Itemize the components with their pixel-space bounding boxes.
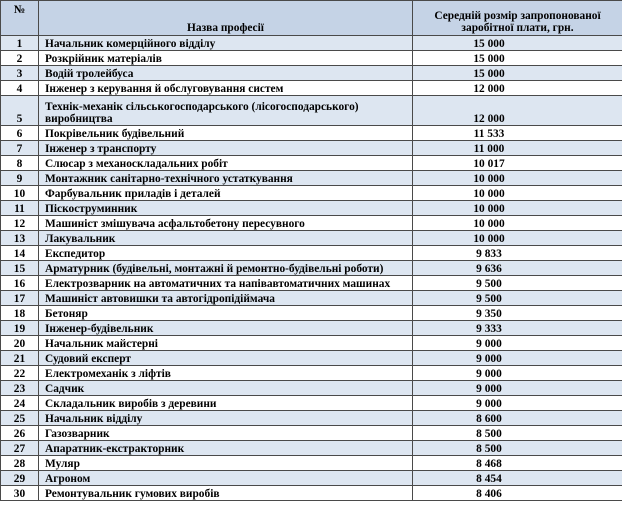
row-number: 29: [1, 471, 39, 486]
profession-name: Розкрійник матеріалів: [39, 51, 413, 66]
row-number: 15: [1, 261, 39, 276]
table-row: [1, 126, 622, 141]
salary-value: 9 500: [413, 291, 622, 306]
header-row: [1, 1, 622, 36]
table-row: [1, 96, 622, 126]
profession-name: Піскоструминник: [39, 201, 413, 216]
table-row: [1, 441, 622, 456]
table-row: [1, 411, 622, 426]
salary-value: 8 468: [413, 456, 622, 471]
table-row: [1, 141, 622, 156]
table-body: [1, 36, 622, 501]
profession-name: Начальник майстерні: [39, 336, 413, 351]
table-row: [1, 216, 622, 231]
profession-name: Садчик: [39, 381, 413, 396]
table-row: [1, 66, 622, 81]
row-number: 20: [1, 336, 39, 351]
row-number: 6: [1, 126, 39, 141]
salary-value: 11 000: [413, 141, 622, 156]
table-row: [1, 231, 622, 246]
profession-name: Машиніст автовишки та автогідропідіймача: [39, 291, 413, 306]
row-number: 21: [1, 351, 39, 366]
profession-name: Електромеханік з ліфтів: [39, 366, 413, 381]
profession-name: Покрівельник будівельний: [39, 126, 413, 141]
row-number: 30: [1, 486, 39, 501]
salary-value: 9 000: [413, 336, 622, 351]
row-number: 12: [1, 216, 39, 231]
profession-name: Інженер з керування й обслуговування систем: [39, 81, 413, 96]
salary-value: 9 000: [413, 396, 622, 411]
table-header: [1, 1, 622, 36]
row-number: 9: [1, 171, 39, 186]
salary-value: 9 000: [413, 351, 622, 366]
salary-value: 10 000: [413, 171, 622, 186]
profession-name: Слюсар з механоскладальних робіт: [39, 156, 413, 171]
table-row: [1, 201, 622, 216]
table-row: [1, 156, 622, 171]
header-profession: Назва професії: [39, 1, 413, 36]
salary-value: 8 600: [413, 411, 622, 426]
salary-value: 15 000: [413, 66, 622, 81]
profession-name: Монтажник санітарно-технічного устаткування: [39, 171, 413, 186]
row-number: 1: [1, 36, 39, 51]
salary-value: 11 533: [413, 126, 622, 141]
table-row: [1, 276, 622, 291]
profession-name: Водій тролейбуса: [39, 66, 413, 81]
row-number: 19: [1, 321, 39, 336]
row-number: 27: [1, 441, 39, 456]
header-salary: Середній розмір запропонованої заробітної плати, грн.: [413, 1, 622, 36]
row-number: 3: [1, 66, 39, 81]
table-row: [1, 426, 622, 441]
table-row: [1, 486, 622, 501]
salary-value: 9 500: [413, 276, 622, 291]
profession-name: Складальник виробів з деревини: [39, 396, 413, 411]
salary-value: 9 000: [413, 366, 622, 381]
row-number: 8: [1, 156, 39, 171]
table-row: [1, 186, 622, 201]
salary-value: 10 000: [413, 231, 622, 246]
profession-name: Електрозварник на автоматичних та напівавтоматичних машинах: [39, 276, 413, 291]
row-number: 16: [1, 276, 39, 291]
profession-name: Агроном: [39, 471, 413, 486]
profession-name: Муляр: [39, 456, 413, 471]
salary-value: 12 000: [413, 81, 622, 96]
row-number: 4: [1, 81, 39, 96]
salary-value: 15 000: [413, 36, 622, 51]
salary-value: 15 000: [413, 51, 622, 66]
table-row: [1, 321, 622, 336]
salary-value: 9 000: [413, 381, 622, 396]
header-number: №: [1, 1, 39, 36]
table-row: [1, 381, 622, 396]
row-number: 11: [1, 201, 39, 216]
table-row: [1, 171, 622, 186]
row-number: 18: [1, 306, 39, 321]
profession-name: Начальник комерційного відділу: [39, 36, 413, 51]
profession-name: Технік-механік сільськогосподарського (лісогосподарського) виробництва: [39, 96, 413, 126]
row-number: 24: [1, 396, 39, 411]
table-row: [1, 81, 622, 96]
salary-value: 9 636: [413, 261, 622, 276]
table-row: [1, 51, 622, 66]
table-row: [1, 471, 622, 486]
profession-name: Машиніст змішувача асфальтобетону пересувного: [39, 216, 413, 231]
row-number: 2: [1, 51, 39, 66]
profession-name: Інженер-будівельник: [39, 321, 413, 336]
profession-name: Ремонтувальник гумових виробів: [39, 486, 413, 501]
salary-value: 8 500: [413, 426, 622, 441]
row-number: 14: [1, 246, 39, 261]
row-number: 5: [1, 96, 39, 126]
salary-value: 9 833: [413, 246, 622, 261]
profession-name: Лакувальник: [39, 231, 413, 246]
table-row: [1, 366, 622, 381]
profession-name: Судовий експерт: [39, 351, 413, 366]
salary-value: 8 406: [413, 486, 622, 501]
salary-value: 8 500: [413, 441, 622, 456]
row-number: 10: [1, 186, 39, 201]
row-number: 13: [1, 231, 39, 246]
table-row: [1, 336, 622, 351]
salary-value: 9 350: [413, 306, 622, 321]
row-number: 28: [1, 456, 39, 471]
table-row: [1, 36, 622, 51]
table-row: [1, 396, 622, 411]
row-number: 7: [1, 141, 39, 156]
profession-name: Апаратник-екстракторник: [39, 441, 413, 456]
salary-value: 10 000: [413, 201, 622, 216]
table-row: [1, 291, 622, 306]
table-row: [1, 246, 622, 261]
salary-value: 10 000: [413, 216, 622, 231]
profession-name: Газозварник: [39, 426, 413, 441]
row-number: 22: [1, 366, 39, 381]
profession-name: Арматурник (будівельні, монтажні й ремонтно-будівельні роботи): [39, 261, 413, 276]
profession-name: Експедитор: [39, 246, 413, 261]
salary-value: 8 454: [413, 471, 622, 486]
row-number: 23: [1, 381, 39, 396]
salary-value: 9 333: [413, 321, 622, 336]
table-row: [1, 306, 622, 321]
row-number: 17: [1, 291, 39, 306]
profession-name: Фарбувальник приладів і деталей: [39, 186, 413, 201]
table-row: [1, 261, 622, 276]
salary-value: 10 017: [413, 156, 622, 171]
table-row: [1, 456, 622, 471]
table-row: [1, 351, 622, 366]
row-number: 26: [1, 426, 39, 441]
profession-name: Начальник відділу: [39, 411, 413, 426]
salary-value: 12 000: [413, 96, 622, 126]
salary-value: 10 000: [413, 186, 622, 201]
row-number: 25: [1, 411, 39, 426]
profession-name: Інженер з транспорту: [39, 141, 413, 156]
profession-name: Бетоняр: [39, 306, 413, 321]
